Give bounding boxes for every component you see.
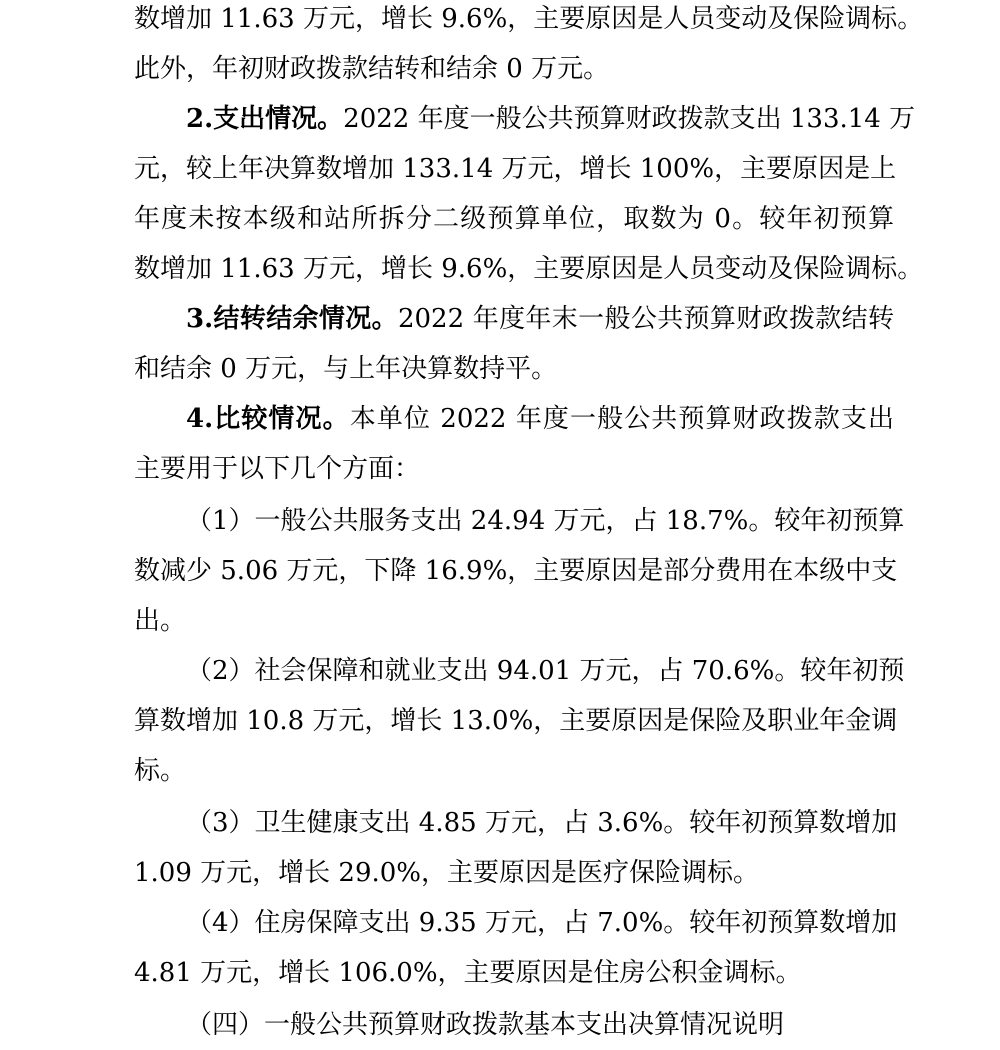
text-line xyxy=(134,546,898,596)
line-text: 和结余 0 万元，与上年决算数持平。 xyxy=(134,354,558,384)
section-heading-basic-expenditure xyxy=(186,1000,894,1050)
list-item-health xyxy=(186,798,898,848)
list-item-social-security xyxy=(186,646,905,696)
line-text: 2022 年度年末一般公共预算财政拨款结转 xyxy=(397,304,894,334)
text-line xyxy=(134,746,894,796)
line-text: 标。 xyxy=(134,756,187,786)
line-text: （4）住房保障支出 9.35 万元，占 7.0%。较年初预算数增加 xyxy=(186,908,898,938)
text-line xyxy=(134,696,898,746)
text-line xyxy=(134,444,894,494)
list-item-housing xyxy=(186,898,898,948)
text-line xyxy=(134,0,924,44)
line-text: 2022 年度一般公共预算财政拨款支出 133.14 万 xyxy=(343,104,916,134)
line-text: 此外，年初财政拨款结转和结余 0 万元。 xyxy=(134,54,610,84)
line-text: 元，较上年决算数增加 133.14 万元，增长 100%，主要原因是上 xyxy=(134,154,897,184)
line-text: （2）社会保障和就业支出 94.01 万元，占 70.6%。较年初预 xyxy=(186,656,905,686)
section-heading-expenditure xyxy=(186,94,916,144)
text-line xyxy=(134,948,894,998)
line-text: 数减少 5.06 万元，下降 16.9%，主要原因是部分费用在本级中支 xyxy=(134,556,898,586)
line-text: 年度未按本级和站所拆分二级预算单位，取数为 0。较年初预算 xyxy=(134,204,894,234)
section-title: 2.支出情况。 xyxy=(186,104,344,134)
section-title: 4.比较情况。 xyxy=(186,404,350,434)
line-text: 本单位 2022 年度一般公共预算财政拨款支出 xyxy=(349,404,894,434)
line-text: 出。 xyxy=(134,606,187,636)
text-line xyxy=(134,244,924,294)
line-text: （3）卫生健康支出 4.85 万元，占 3.6%。较年初预算数增加 xyxy=(186,808,898,838)
text-line xyxy=(134,44,894,94)
line-text: 数增加 11.63 万元，增长 9.6%，主要原因是人员变动及保险调标。 xyxy=(134,4,924,34)
line-text: 1.09 万元，增长 29.0%，主要原因是医疗保险调标。 xyxy=(134,858,760,888)
text-line xyxy=(134,144,897,194)
section-title: 3.结转结余情况。 xyxy=(186,304,398,334)
line-text: （四）一般公共预算财政拨款基本支出决算情况说明 xyxy=(186,1010,785,1040)
line-text: 主要用于以下几个方面： xyxy=(134,454,421,484)
section-heading-carryover xyxy=(186,294,894,344)
text-line xyxy=(134,848,894,898)
line-text: 算数增加 10.8 万元，增长 13.0%，主要原因是保险及职业年金调 xyxy=(134,706,898,736)
section-heading-comparison xyxy=(186,394,894,444)
text-line xyxy=(134,344,894,394)
line-text: （1）一般公共服务支出 24.94 万元，占 18.7%。较年初预算 xyxy=(186,506,905,536)
list-item-general-public-services xyxy=(186,496,905,546)
text-line xyxy=(134,596,894,646)
text-line xyxy=(134,194,894,244)
line-text: 4.81 万元，增长 106.0%，主要原因是住房公积金调标。 xyxy=(134,958,802,988)
line-text: 数增加 11.63 万元，增长 9.6%，主要原因是人员变动及保险调标。 xyxy=(134,254,924,284)
